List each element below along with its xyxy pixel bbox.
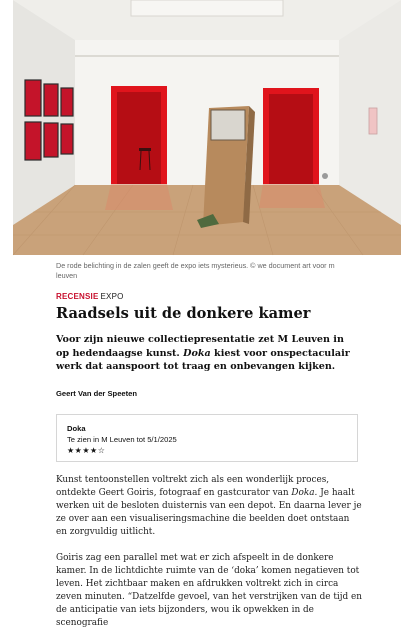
article-kicker: [56, 292, 124, 301]
lede-emphasis: Doka: [183, 347, 211, 359]
body-emphasis: Doka.: [291, 488, 318, 498]
body-text: Je haalt werken uit de besloten duisternis van een depot. En daarna lever je ze over aan een visualiseringsmachine die beelden doet ontstaan en zorgvuldig uitlicht.: [56, 488, 362, 537]
body-text: Kunst tentoonstellen voltrekt zich als een wonderlijk proces, ontdekte Geert Goiris, fotograaf en gastcurator van: [56, 475, 330, 498]
exhibition-details: Te zien in M Leuven tot 5/1/2025: [67, 435, 177, 444]
lede-text-2: kiest voor onspectaculair werk dat aanspoort tot traag en onbevangen kijken.: [56, 347, 350, 372]
lede-text-1: Voor zijn nieuwe collectiepresentatie zet M Leuven in op hedendaagse kunst.: [56, 334, 344, 359]
article-title: Raadsels uit de donkere kamer: [56, 305, 311, 322]
body-paragraph: Goiris zag een parallel met wat er zich afspeelt in de donkere kamer. In de lichtdichte ruimte van de ‘doka’ komen negatieven tot leven. Het zichtbaar maken en afdrukken voltrekt zich in circa zeven minuten. “Datzelfde gevoel, van het verstrijken van de tijd en de anticipatie van iets bijzonders, wou ik opwekken in de scenografie: [56, 553, 362, 628]
gallery-photo-icon: [13, 0, 401, 255]
photo-caption: De rode belichting in de zalen geeft de expo iets mysterieus. © we document art voor m leuven: [56, 261, 335, 280]
exhibition-title: Doka: [67, 424, 86, 433]
hero-image: [13, 0, 401, 255]
article-lede: [56, 333, 360, 374]
author-name[interactable]: Geert Van der Speeten: [56, 389, 138, 398]
rating-stars-icon: ★★★★☆: [67, 446, 106, 455]
body-paragraph: [56, 474, 362, 539]
section-label: EXPO: [100, 292, 124, 301]
review-label: RECENSIE: [56, 292, 99, 301]
exhibition-info-box: [56, 414, 358, 462]
